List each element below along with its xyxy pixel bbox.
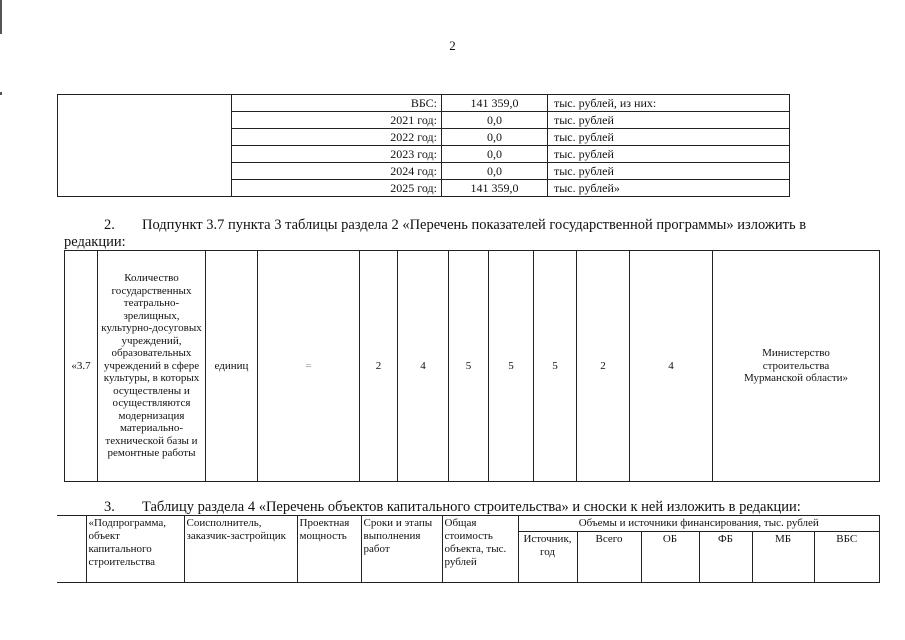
col-capacity: Проектная мощность (297, 516, 361, 583)
row-value: 0,0 (442, 129, 548, 146)
item-2-line1: Подпункт 3.7 пункта 3 таблицы раздела 2 «Перечень показателей государственной программы» изложить в (142, 217, 807, 233)
objects-table (57, 515, 880, 583)
item-3-paragraph (104, 499, 894, 516)
sub-vbs: ВБС (814, 532, 880, 583)
indicator-value: 5 (449, 251, 489, 482)
blank-cell (57, 516, 86, 583)
sub-fb: ФБ (699, 532, 752, 583)
item-3-text: Таблицу раздела 4 «Перечень объектов капитального строительства» и сноски к ней изложить в редакции: (142, 499, 801, 515)
row-value: 0,0 (442, 163, 548, 180)
page-edge-mark (0, 92, 2, 95)
page-edge-mark (0, 0, 2, 34)
indicator-responsible: Министерство строительства Мурманской области» (713, 251, 880, 482)
row-unit: тыс. рублей, из них: (548, 95, 790, 112)
row-label: 2024 год: (232, 163, 442, 180)
row-unit: тыс. рублей (548, 129, 790, 146)
row-value: 141 359,0 (442, 180, 548, 197)
col-subprogram: «Подпрограмма, объект капитального строительства (86, 516, 184, 583)
row-label: ВБС: (232, 95, 442, 112)
sub-source: Источник, год (518, 532, 577, 583)
row-label: 2025 год: (232, 180, 442, 197)
table-row (58, 95, 790, 112)
indicator-number: «3.7 (65, 251, 98, 482)
indicator-value: 4 (398, 251, 449, 482)
sub-ob: ОБ (641, 532, 699, 583)
row-label: 2023 год: (232, 146, 442, 163)
page-number: 2 (449, 38, 456, 53)
indicator-table (64, 250, 880, 482)
row-unit: тыс. рублей» (548, 180, 790, 197)
item-3-number: 3. (104, 499, 115, 515)
row-label: 2022 год: (232, 129, 442, 146)
row-value: 0,0 (442, 146, 548, 163)
indicator-trend: = (258, 251, 360, 482)
indicator-value: 2 (577, 251, 630, 482)
table-header-row (57, 516, 880, 532)
item-2-line2: редакции: (64, 234, 126, 250)
indicator-value: 4 (630, 251, 713, 482)
row-unit: тыс. рублей (548, 163, 790, 180)
row-value: 141 359,0 (442, 95, 548, 112)
indicator-value: 5 (489, 251, 534, 482)
indicator-name: Количество государственных театрально-зрелищных, культурно-досуговых учреждений, образовательных учреждений в сфере культуры, в которых осуществлены и осуществляются модернизация материально-технической базы и ремонтные работы (98, 251, 206, 482)
row-unit: тыс. рублей (548, 112, 790, 129)
col-coexecutor: Соисполнитель, заказчик-застройщик (184, 516, 297, 583)
indicator-value: 2 (360, 251, 398, 482)
indicator-unit: единиц (206, 251, 258, 482)
row-label: 2021 год: (232, 112, 442, 129)
col-funding: Объемы и источники финансирования, тыс. рублей (518, 516, 880, 532)
item-2-number: 2. (104, 217, 115, 233)
table-row (65, 251, 880, 482)
empty-cell (58, 95, 232, 197)
row-unit: тыс. рублей (548, 146, 790, 163)
row-value: 0,0 (442, 112, 548, 129)
sub-mb: МБ (752, 532, 814, 583)
col-timeline: Сроки и этапы выполнения работ (361, 516, 442, 583)
sub-total: Всего (577, 532, 641, 583)
item-2-paragraph (64, 217, 884, 251)
indicator-value: 5 (534, 251, 577, 482)
funding-table (57, 94, 790, 197)
col-cost: Общая стоимость объекта, тыс. рублей (442, 516, 518, 583)
